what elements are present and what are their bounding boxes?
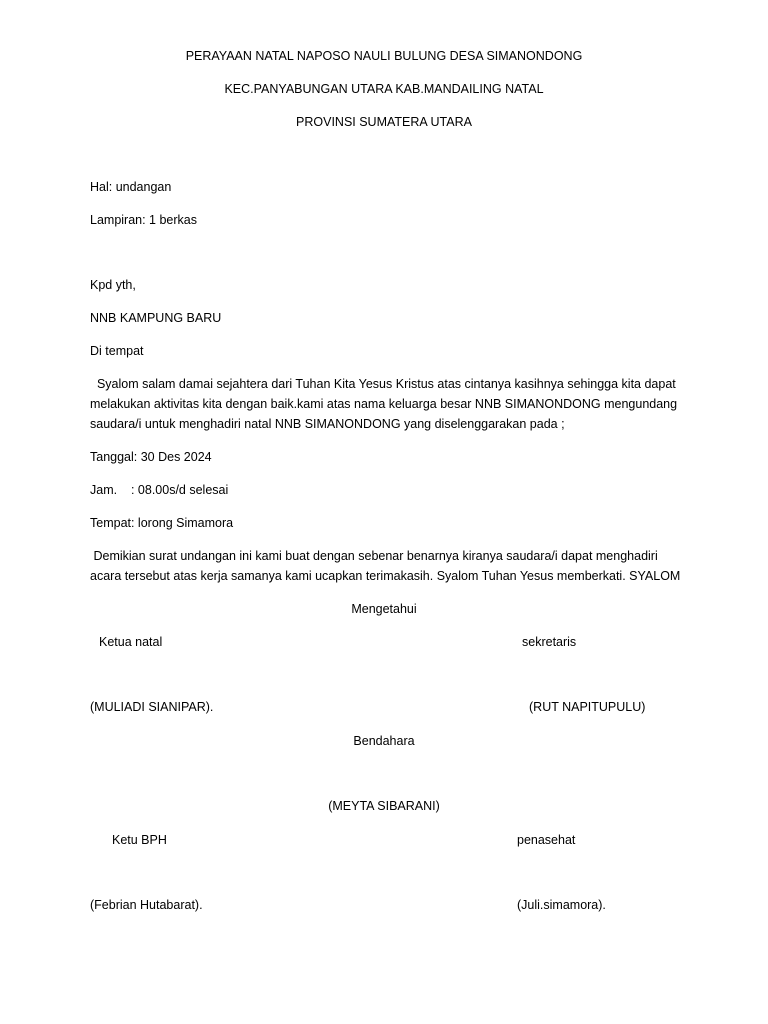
treasurer-name: (MEYTA SIBARANI)	[328, 799, 440, 813]
secretary-name: (RUT NAPITUPULU)	[529, 700, 646, 714]
attachment-line: Lampiran: 1 berkas	[90, 213, 198, 227]
secretary-title: sekretaris	[522, 635, 577, 649]
advisor-name: (Juli.simamora).	[517, 898, 606, 912]
bph-name: (Febrian Hutabarat).	[90, 898, 203, 912]
recipient-name: NNB KAMPUNG BARU	[90, 311, 222, 325]
subject-line: Hal: undangan	[90, 180, 172, 194]
recipient-salutation: Kpd yth,	[90, 278, 136, 292]
treasurer-title: Bendahara	[353, 734, 415, 748]
recipient-place: Di tempat	[90, 344, 144, 358]
event-date: Tanggal: 30 Des 2024	[90, 450, 212, 464]
advisor-title: penasehat	[517, 833, 576, 847]
header-title-line2: KEC.PANYABUNGAN UTARA KAB.MANDAILING NATAL	[224, 82, 544, 96]
closing-paragraph: Demikian surat undangan ini kami buat dengan sebenar benarnya kiranya saudara/i dapat menghadiri acara tersebut atas kerja samanya kami ucapkan terimakasih. Syalom Tuhan Yesus memberkati. SYALOM	[90, 549, 681, 583]
header-title-line1: PERAYAAN NATAL NAPOSO NAULI BULUNG DESA SIMANONDONG	[185, 49, 583, 63]
header-title-line3: PROVINSI SUMATERA UTARA	[296, 115, 472, 129]
acknowledged-label: Mengetahui	[351, 602, 417, 616]
event-time: Jam. : 08.00s/d selesai	[90, 483, 229, 497]
chairman-title: Ketua natal	[99, 635, 163, 649]
opening-paragraph: Syalom salam damai sejahtera dari Tuhan Kita Yesus Kristus atas cintanya kasihnya sehingga kita dapat melakukan aktivitas kita dengan baik.kami atas nama keluarga besar NNB SIMANONDONG mengundang saudara/i untuk menghadiri natal NNB SIMANONDONG yang diselenggarakan pada ;	[90, 377, 681, 431]
event-venue: Tempat: lorong Simamora	[90, 516, 234, 530]
chairman-name: (MULIADI SIANIPAR).	[90, 700, 214, 714]
bph-title: Ketu BPH	[112, 833, 167, 847]
